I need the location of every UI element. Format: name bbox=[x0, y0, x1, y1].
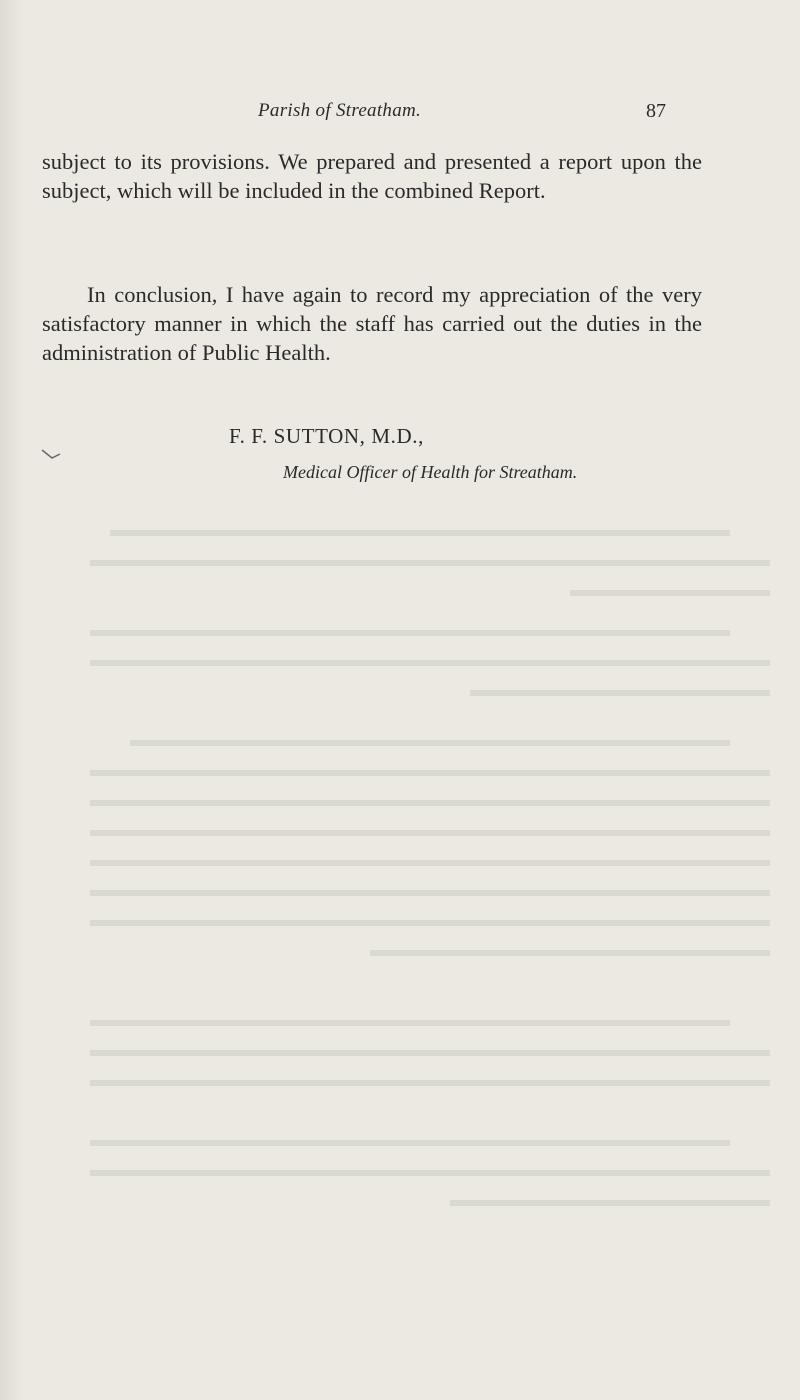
running-title: Parish of Streatham. bbox=[258, 100, 422, 121]
page-header bbox=[0, 100, 800, 130]
pencil-tick-mark bbox=[40, 448, 64, 464]
body-paragraph-1: subject to its provisions. We prepared and presented a report upon the subject, which will be included in the combined Report. bbox=[42, 149, 702, 203]
page-edge-shadow bbox=[0, 0, 22, 1400]
show-through-texture bbox=[30, 520, 790, 1280]
signatory-title: Medical Officer of Health for Streatham. bbox=[283, 462, 578, 482]
body-paragraph-2: In conclusion, I have again to record my appreciation of the very satisfactory manner in which the staff has carried out the duties in the administration of Public Health. bbox=[42, 282, 702, 365]
page-number: 87 bbox=[646, 100, 666, 122]
bleed-through-lines bbox=[30, 520, 790, 1280]
signatory-name: F. F. SUTTON, M.D., bbox=[229, 424, 424, 448]
